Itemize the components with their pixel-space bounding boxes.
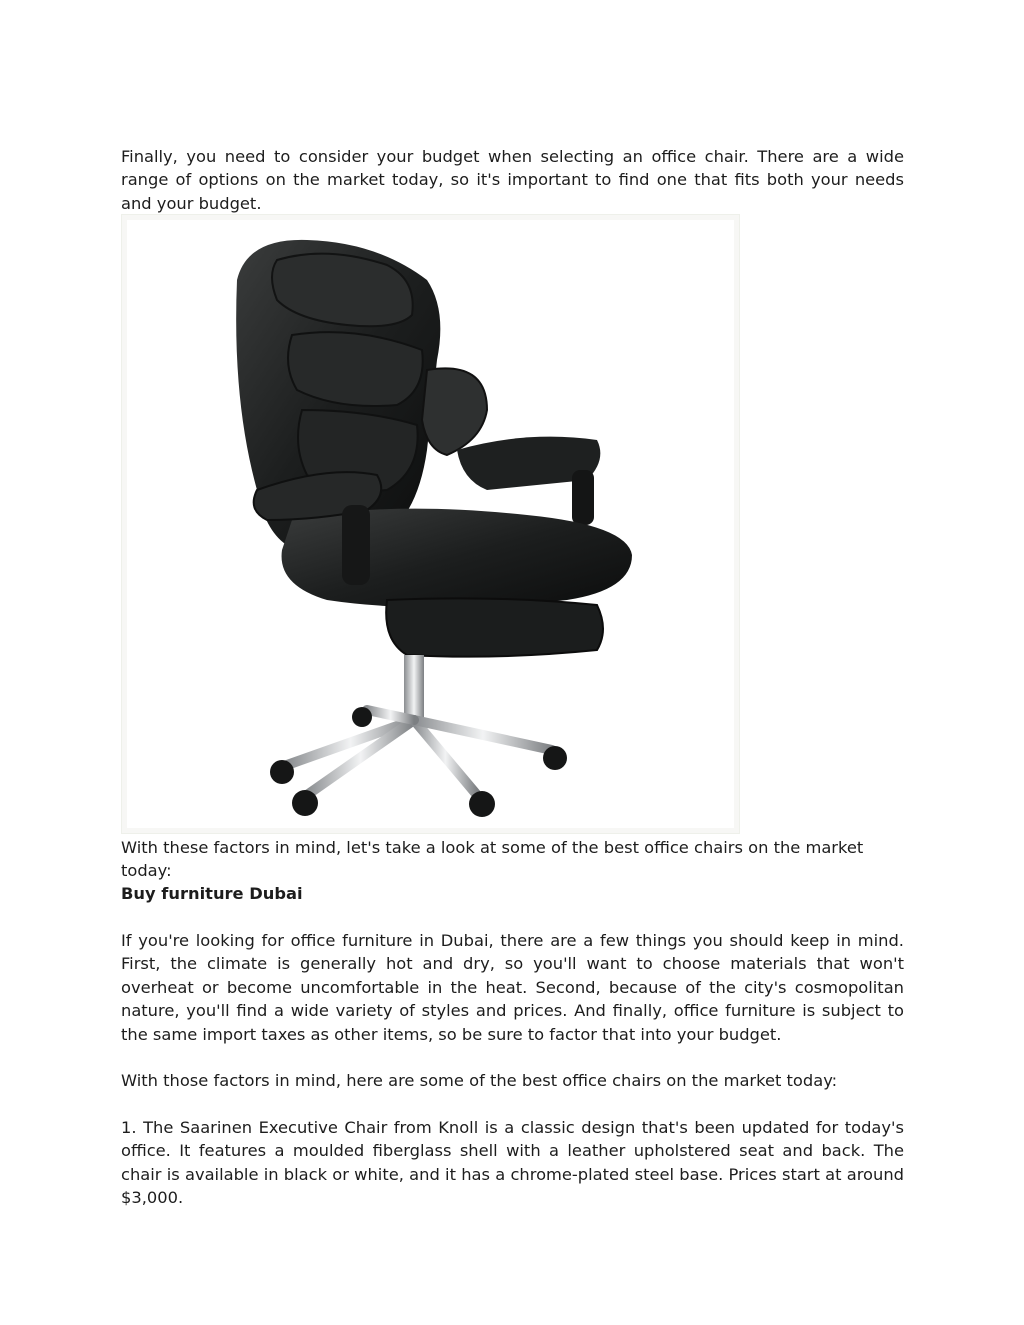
chair-footrest <box>386 598 603 656</box>
office-chair-illustration <box>127 220 736 830</box>
list-item: 1. The Saarinen Executive Chair from Knoll is a classic design that's been updated for today's office. It features a moulded fiberglass shell with a leather upholstered seat and back. The chair is available in black or white, and it has a chrome-plated steel base. Prices start at around $3,000. <box>121 1118 904 1208</box>
chair-star-base <box>287 710 552 795</box>
after-image-paragraph: With these factors in mind, let's take a look at some of the best office chairs on the market today: <box>121 838 864 881</box>
chair-gas-lift <box>404 655 424 720</box>
dubai-paragraph: If you're looking for office furniture in Dubai, there are a few things you should keep in mind. First, the climate is generally hot and dry, so you'll want to choose materials that won't overheat or become uncomfortable in the heat. Second, because of the city's cosmopolitan nature, you'll find a wide variety of styles and prices. And finally, office furniture is subject to the same import taxes as other items, so be sure to factor that into your budget. <box>121 931 904 1044</box>
office-chair-image <box>121 214 740 834</box>
chair-seat <box>282 509 632 608</box>
chair-right-arm-post <box>572 470 594 525</box>
chair-left-arm-post <box>342 505 370 585</box>
intro-paragraph: Finally, you need to consider your budget when selecting an office chair. There are a wide range of options on the market today, so it's important to find one that fits both your needs and your budget. <box>121 147 904 213</box>
chair-right-armrest <box>422 368 487 455</box>
chair-cushion-upper <box>288 332 423 406</box>
section-heading: Buy furniture Dubai <box>121 884 303 903</box>
image-canvas <box>127 220 734 828</box>
factors-paragraph: With those factors in mind, here are some of the best office chairs on the market today: <box>121 1071 838 1090</box>
